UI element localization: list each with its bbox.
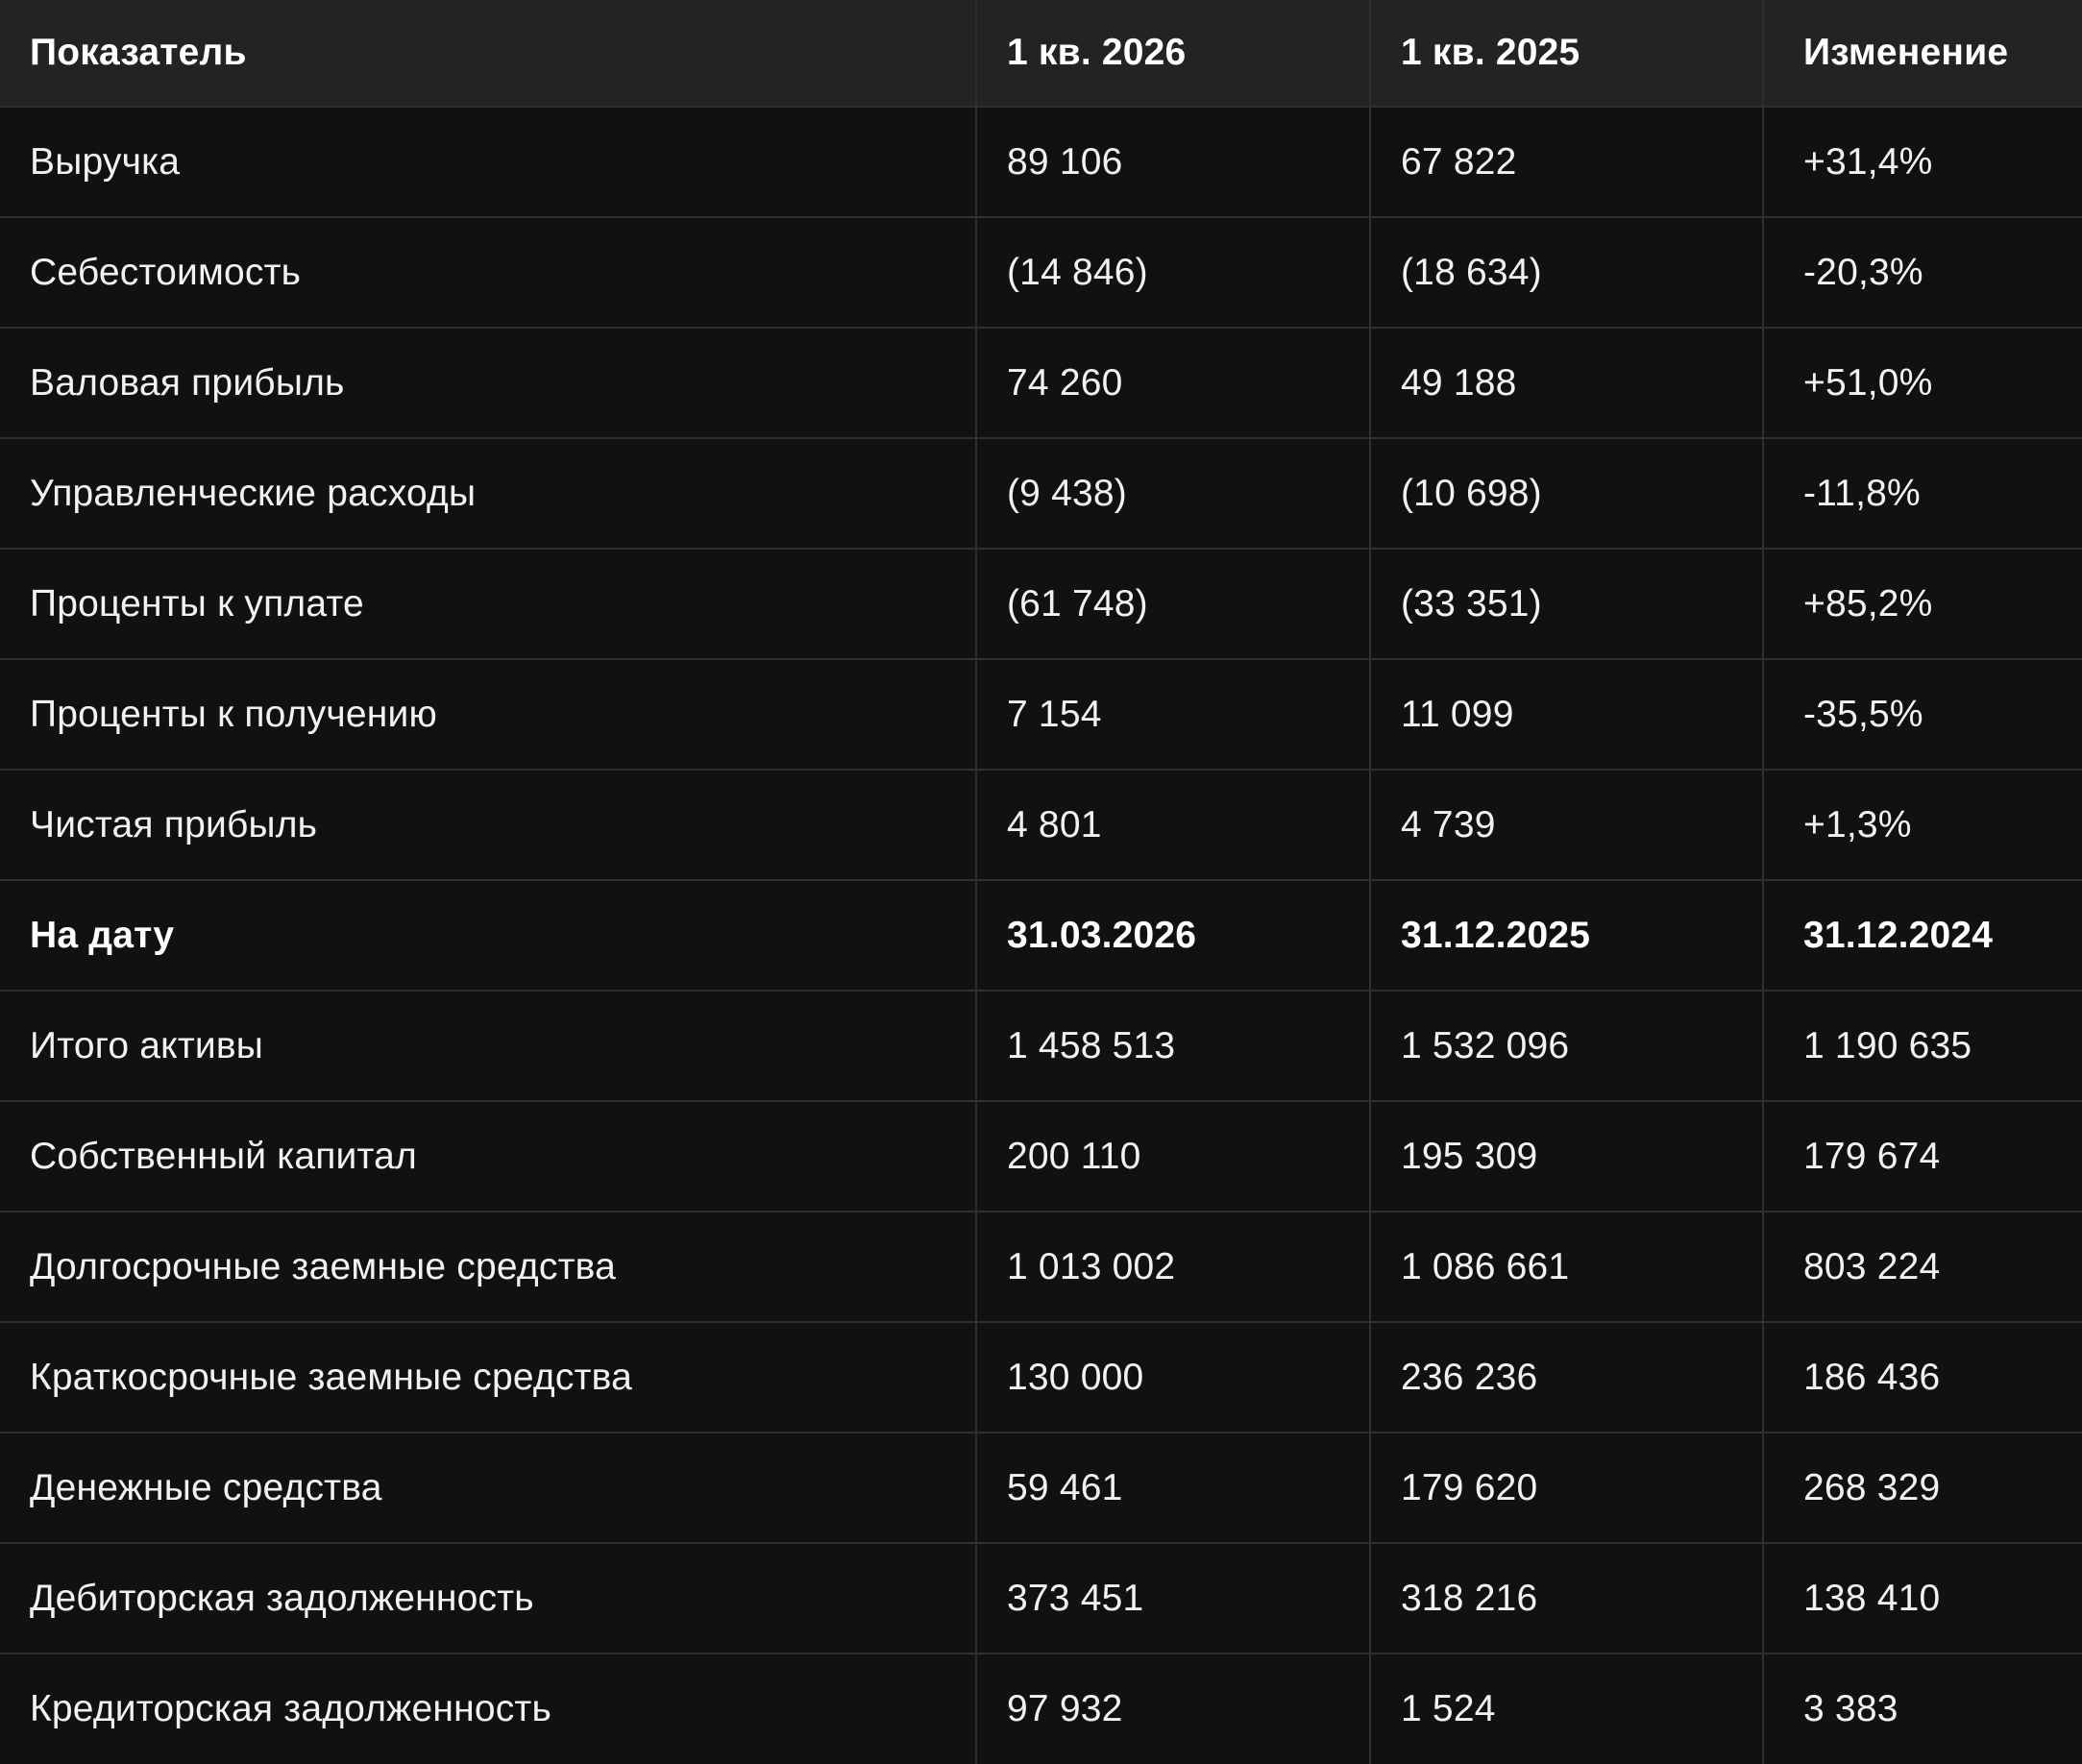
cell-value: 1 013 002 (976, 1212, 1370, 1322)
cell-value: +51,0% (1763, 328, 2082, 438)
table-row (0, 328, 2082, 438)
cell-value: 138 410 (1763, 1543, 2082, 1654)
cell-value: 200 110 (976, 1101, 1370, 1212)
cell-value: 1 086 661 (1370, 1212, 1763, 1322)
cell-value: 1 190 635 (1763, 991, 2082, 1101)
table-row (0, 1433, 2082, 1543)
row-label: Управленческие расходы (0, 438, 976, 549)
subheader-label: На дату (0, 880, 976, 991)
cell-value: 49 188 (1370, 328, 1763, 438)
table-row (0, 1322, 2082, 1433)
row-label: Чистая прибыль (0, 770, 976, 880)
cell-value: 1 458 513 (976, 991, 1370, 1101)
cell-value: (33 351) (1370, 549, 1763, 659)
cell-value: (18 634) (1370, 217, 1763, 328)
table-header-row (0, 0, 2082, 107)
cell-value: +85,2% (1763, 549, 2082, 659)
cell-value: 318 216 (1370, 1543, 1763, 1654)
row-label: Себестоимость (0, 217, 976, 328)
header-q1-2025: 1 кв. 2025 (1370, 0, 1763, 107)
row-label: Краткосрочные заемные средства (0, 1322, 976, 1433)
cell-value: 4 739 (1370, 770, 1763, 880)
cell-value: 803 224 (1763, 1212, 2082, 1322)
cell-value: 89 106 (976, 107, 1370, 217)
cell-value: 179 620 (1370, 1433, 1763, 1543)
cell-value: (14 846) (976, 217, 1370, 328)
cell-value: 236 236 (1370, 1322, 1763, 1433)
table-row (0, 1543, 2082, 1654)
row-label: Долгосрочные заемные средства (0, 1212, 976, 1322)
row-label: Валовая прибыль (0, 328, 976, 438)
table-row (0, 107, 2082, 217)
row-label: Итого активы (0, 991, 976, 1101)
cell-value: 130 000 (976, 1322, 1370, 1433)
row-label: Кредиторская задолженность (0, 1654, 976, 1764)
row-label: Денежные средства (0, 1433, 976, 1543)
header-change: Изменение (1763, 0, 2082, 107)
cell-value: 4 801 (976, 770, 1370, 880)
cell-value: -35,5% (1763, 659, 2082, 770)
table-row (0, 770, 2082, 880)
cell-value: 59 461 (976, 1433, 1370, 1543)
cell-value: (10 698) (1370, 438, 1763, 549)
cell-value: 186 436 (1763, 1322, 2082, 1433)
cell-value: +1,3% (1763, 770, 2082, 880)
cell-value: -20,3% (1763, 217, 2082, 328)
row-label: Собственный капитал (0, 1101, 976, 1212)
table-row (0, 1654, 2082, 1764)
cell-value: 195 309 (1370, 1101, 1763, 1212)
row-label: Дебиторская задолженность (0, 1543, 976, 1654)
table-row (0, 438, 2082, 549)
table-subheader-row (0, 880, 2082, 991)
table-row (0, 1101, 2082, 1212)
table-row (0, 1212, 2082, 1322)
cell-value: 7 154 (976, 659, 1370, 770)
subheader-date: 31.12.2025 (1370, 880, 1763, 991)
cell-value: (9 438) (976, 438, 1370, 549)
row-label: Проценты к получению (0, 659, 976, 770)
cell-value: (61 748) (976, 549, 1370, 659)
cell-value: 67 822 (1370, 107, 1763, 217)
cell-value: 3 383 (1803, 1688, 1898, 1729)
cell-value: 268 329 (1763, 1433, 2082, 1543)
cell-value: 1 524 (1370, 1654, 1763, 1764)
header-indicator: Показатель (0, 0, 976, 107)
table-row (0, 991, 2082, 1101)
table-row (0, 217, 2082, 328)
cell-value: 74 260 (976, 328, 1370, 438)
subheader-date: 31.12.2024 (1763, 880, 2082, 991)
table-row (0, 549, 2082, 659)
cell-value: 1 532 096 (1370, 991, 1763, 1101)
cell-value: +31,4% (1763, 107, 2082, 217)
cell-value: 179 674 (1763, 1101, 2082, 1212)
cell-value: -11,8% (1763, 438, 2082, 549)
cell-value: 97 932 (976, 1654, 1370, 1764)
row-label: Выручка (0, 107, 976, 217)
header-q1-2026: 1 кв. 2026 (976, 0, 1370, 107)
row-label: Проценты к уплате (0, 549, 976, 659)
cell-value: 373 451 (976, 1543, 1370, 1654)
table-row (0, 659, 2082, 770)
subheader-date: 31.03.2026 (976, 880, 1370, 991)
cell-value: 11 099 (1370, 659, 1763, 770)
